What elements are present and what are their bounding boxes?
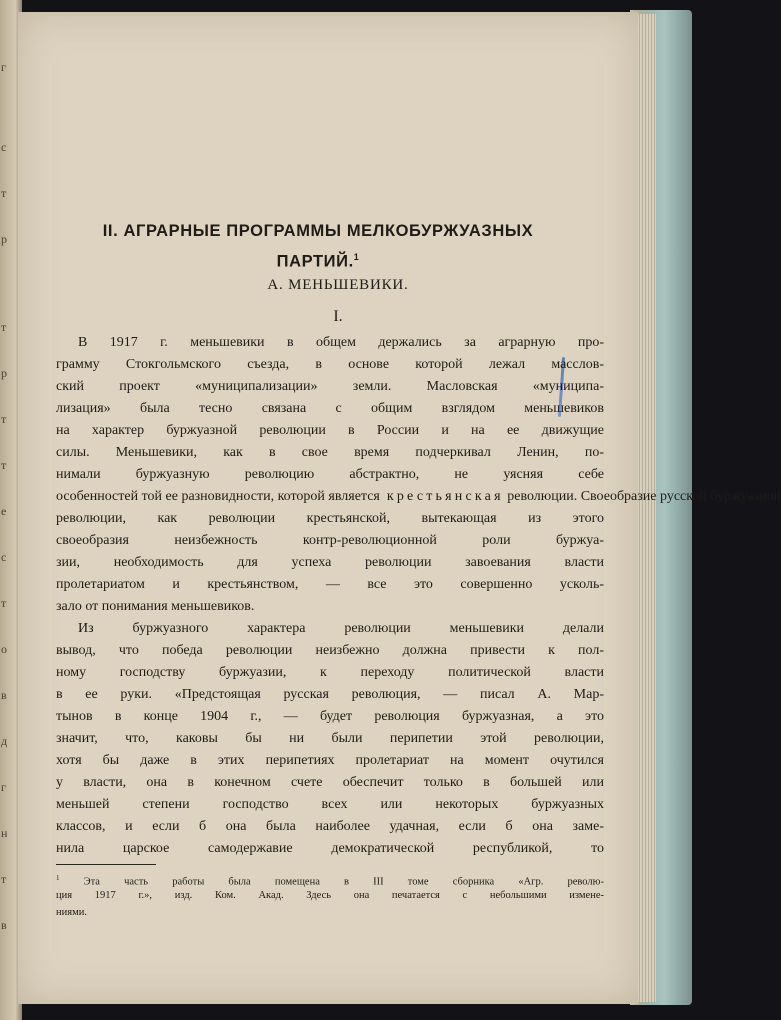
left-page-fragment: т (1, 186, 7, 200)
chapter-heading-line2-text: ПАРТИЙ. (276, 252, 354, 271)
text-line: у власти, она в конечном счете обеспечит только в большей или (56, 775, 604, 790)
text-line: ному господству буржуазии, к переходу политической власти (56, 665, 604, 680)
footnote-reference: 1 (353, 252, 360, 262)
section-subheading: А. МЕНЬШЕВИКИ. (267, 277, 409, 293)
text-line: В 1917 г. меньшевики в общем держались за аграрную про- (78, 335, 604, 350)
text-line: зии, необходимость для успеха революции завоевания власти (56, 555, 604, 570)
left-page-fragment: р (1, 366, 7, 380)
left-page-fragment: д (1, 734, 8, 748)
emphasized-word: крестьянская (386, 489, 504, 504)
footnote-line: ция 1917 г.», изд. Ком. Акад. Здесь она печатается с небольшими измене- (56, 890, 604, 901)
text-line: ский проект «муниципализации» земли. Масловская «муниципа- (56, 379, 604, 394)
paragraph-2 (56, 618, 604, 860)
text-line: грамму Стокгольмского съезда, в основе которой лежал масслов- (56, 357, 604, 372)
left-page-fragment: т (1, 872, 7, 886)
text-line: революции, как революции крестьянской, вытекающая из этого (56, 511, 604, 526)
text-line: на характер буржуазной революции в России и на ее движущие (56, 423, 604, 438)
chapter-heading (58, 218, 578, 275)
text-line: зало от понимания меньшевиков. (56, 599, 255, 614)
text-line: нимали буржуазную революцию абстрактно, не уясняя себе (56, 467, 604, 482)
text-line: силы. Меньшевики, как в свое время подчеркивал Ленин, по- (56, 445, 604, 460)
left-page-fragment: в (1, 918, 7, 932)
footnote-line-text: Эта часть работы была помещена в III томе сборника «Агр. револю- (83, 876, 604, 888)
left-page-fragment: в (1, 688, 7, 702)
left-page-fragment: о (1, 642, 7, 656)
left-page-fragment: н (1, 826, 8, 840)
left-page-fragment: г (1, 60, 6, 74)
footnote-divider (56, 864, 156, 865)
paragraph-1 (56, 332, 781, 618)
text-line: тынов в конце 1904 г., — будет революция буржуазная, а это (56, 709, 604, 724)
chapter-heading-line2 (58, 244, 578, 275)
body-text (56, 332, 781, 860)
footnote-marker: 1 (56, 874, 60, 882)
text-line: своеобразия неизбежность контр-революционной роли буржуа- (56, 533, 604, 548)
text-line: Из буржуазного характера революции меньшевики делали (78, 621, 604, 636)
text-line: лизация» была тесно связана с общим взглядом меньшевиков (56, 401, 604, 416)
text-line: в ее руки. «Предстоящая русская революция, — писал А. Мар- (56, 687, 604, 702)
text-line (56, 486, 781, 508)
text-line: классов, и если б она была наиболее удачная, если б она заме- (56, 819, 604, 834)
book-page (18, 12, 781, 1004)
text-line-part: революции. Своеобразие русской буржуазной (503, 489, 781, 504)
left-page-fragment: с (1, 550, 7, 564)
footnote (56, 870, 604, 921)
text-line: хотя бы даже в этих перипетиях пролетариат на момент очутился (56, 753, 604, 768)
left-page-fragment: р (1, 232, 7, 246)
footnote-line: ниями. (56, 907, 87, 918)
left-page-fragment: т (1, 458, 7, 472)
left-page-fragment: т (1, 412, 7, 426)
left-page-fragment: т (1, 320, 7, 334)
text-line: вывод, что победа революции неизбежно должна привести к пол- (56, 643, 604, 658)
text-line: значит, что, каковы бы ни были перипетии этой революции, (56, 731, 604, 746)
left-page-fragment: с (1, 140, 7, 154)
text-line: нила царское самодержавие демократической республикой, то (56, 841, 604, 856)
left-page-fragment: г (1, 780, 6, 794)
section-number: I. (333, 308, 343, 325)
text-line: меньшей степени господство всех или некоторых буржуазных (56, 797, 604, 812)
chapter-heading-line1: II. АГРАРНЫЕ ПРОГРАММЫ МЕЛКОБУРЖУАЗНЫХ (102, 222, 534, 240)
left-page-fragment: т (1, 596, 7, 610)
footnote-line (56, 870, 604, 887)
text-line: пролетариатом и крестьянством, — все это совершенно усколь- (56, 577, 604, 592)
text-line-part: особенностей той ее разновидности, которой является (56, 489, 380, 504)
left-page-fragment: е (1, 504, 7, 518)
